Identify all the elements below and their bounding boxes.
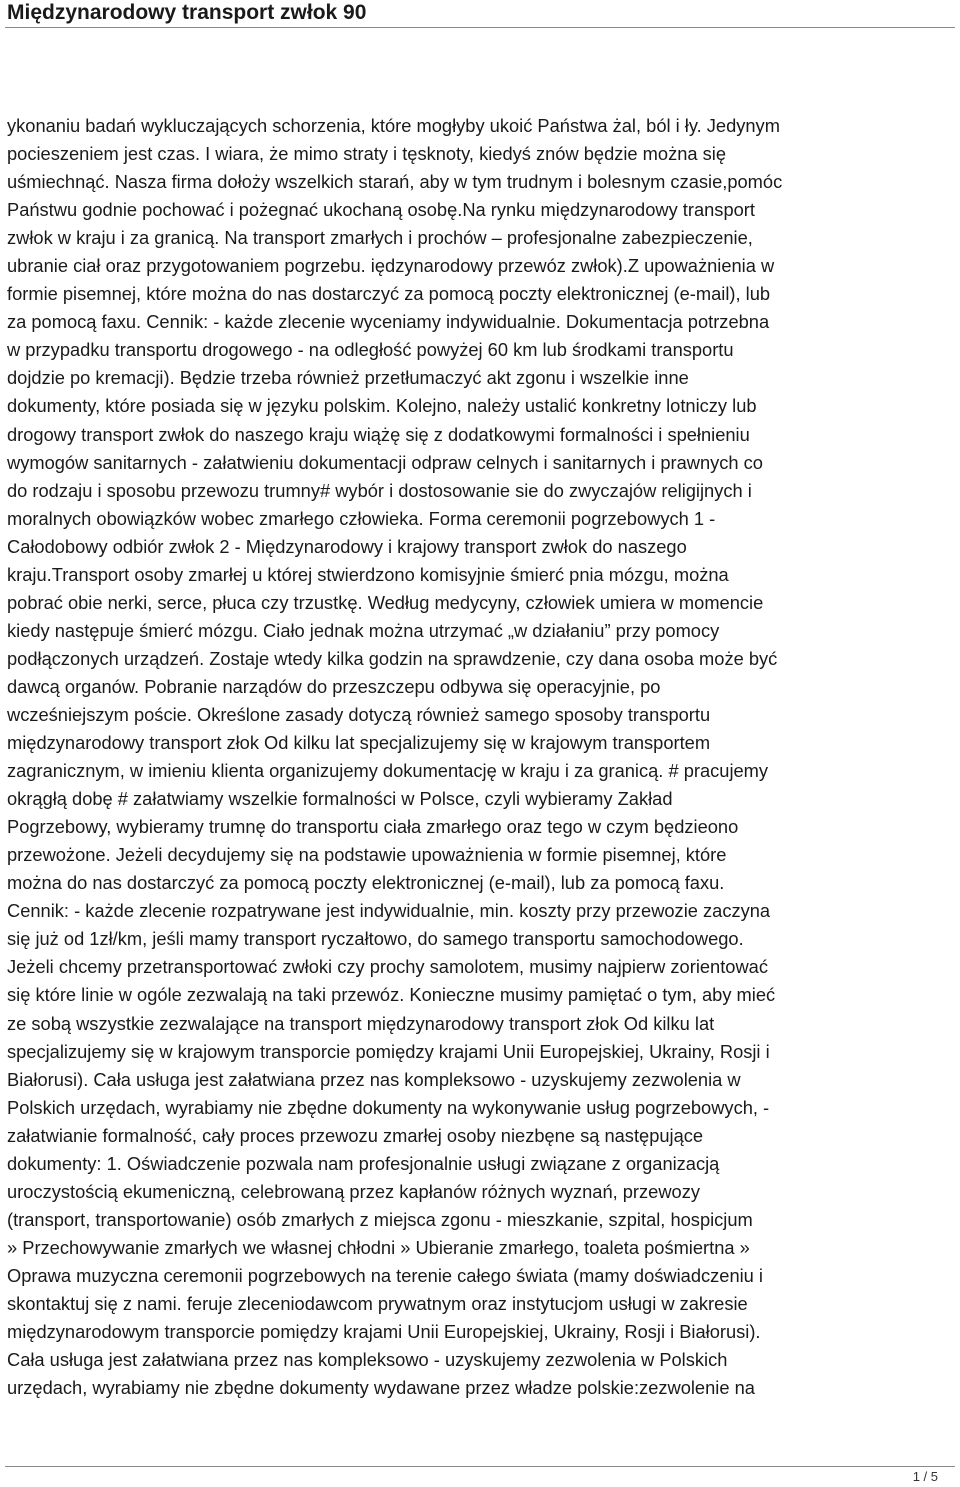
text-line: zagranicznym, w imieniu klienta organizujemy dokumentację w kraju i za granicą. # pracujemy xyxy=(7,760,769,782)
page-title: Międzynarodowy transport zwłok 90 xyxy=(7,1,367,24)
text-line: międzynarodowym transporcie pomiędzy krajami Unii Europejskiej, Ukrainy, Rosji i Białorusi). xyxy=(7,1321,761,1343)
text-line: pobrać obie nerki, serce, płuca czy trzustkę. Według medycyny, człowiek umiera w momencie xyxy=(7,591,764,613)
text-line: w przypadku transportu drogowego - na odległość powyżej 60 km lub środkami transportu xyxy=(7,339,734,361)
text-line: Białorusi). Cała usługa jest załatwiana przez nas kompleksowo - uzyskujemy zezwolenia w xyxy=(7,1068,741,1090)
text-line: drogowy transport zwłok do naszego kraju wiążę się z dodatkowymi formalności i spełnieniu xyxy=(7,423,750,445)
text-line: uśmiechnąć. Nasza firma dołoży wszelkich starań, aby w tym trudnym i bolesnym czasie,pomóc xyxy=(7,171,783,193)
text-line: (transport, transportowanie) osób zmarłych z miejsca zgonu - mieszkanie, szpital, hospicjum xyxy=(7,1208,753,1230)
text-line: skontaktuj się z nami. feruje zleceniodawcom prywatnym oraz instytucjom usługi w zakresie xyxy=(7,1292,748,1314)
text-line: za pomocą faxu. Cennik: - każde zlecenie wyceniamy indywidualnie. Dokumentacja potrzebna xyxy=(7,311,770,333)
text-line: dokumenty: 1. Oświadczenie pozwala nam profesjonalnie usługi związane z organizacją xyxy=(7,1152,720,1174)
header-divider xyxy=(5,27,955,28)
text-line: uroczystością ekumeniczną, celebrowaną przez kapłanów różnych wyznań, przewozy xyxy=(7,1180,700,1202)
text-line: dojdzie po kremacji). Będzie trzeba również przetłumaczyć akt zgonu i wszelkie inne xyxy=(7,367,689,389)
text-line: Jeżeli chcemy przetransportować zwłoki czy prochy samolotem, musimy najpierw zorientować xyxy=(7,956,768,978)
footer-divider xyxy=(5,1466,955,1467)
text-line: można do nas dostarczyć za pomocą poczty elektronicznej (e-mail), lub za pomocą faxu. xyxy=(7,872,725,894)
text-line: pocieszeniem jest czas. I wiara, że mimo straty i tęsknoty, kiedyś znów będzie można się xyxy=(7,143,727,165)
text-line: kraju.Transport osoby zmarłej u której stwierdzono komisyjnie śmierć pnia mózgu, można xyxy=(7,563,729,585)
text-line: ykonaniu badań wykluczających schorzenia, które mogłyby ukoić Państwa żal, ból i ły. Jedynym xyxy=(7,115,780,136)
text-line: moralnych obowiązków wobec zmarłego człowieka. Forma ceremonii pogrzebowych 1 - xyxy=(7,507,716,529)
text-line: Całodobowy odbiór zwłok 2 - Międzynarodowy i krajowy transport zwłok do naszego xyxy=(7,535,687,557)
text-line: » Przechowywanie zmarłych we własnej chłodni » Ubieranie zmarłego, toaleta pośmiertna » xyxy=(7,1236,750,1258)
text-line: międzynarodowy transport złok Od kilku lat specjalizujemy się w krajowym transportem xyxy=(7,732,711,754)
text-line: wymogów sanitarnych - załatwieniu dokumentacji odpraw celnych i sanitarnych i prawnych co xyxy=(7,451,763,473)
text-line: Cała usługa jest załatwiana przez nas kompleksowo - uzyskujemy zezwolenia w Polskich xyxy=(7,1349,728,1371)
text-line: się które linie w ogóle zezwalają na taki przewóz. Konieczne musimy pamiętać o tym, aby mieć xyxy=(7,984,776,1006)
text-line: przewożone. Jeżeli decydujemy się na podstawie upoważnienia w formie pisemnej, które xyxy=(7,844,727,866)
text-line: Cennik: - każde zlecenie rozpatrywane jest indywidualnie, min. koszty przy przewozie zaczyna xyxy=(7,900,771,922)
text-line: urzędach, wyrabiamy nie zbędne dokumenty wydawane przez władze polskie:zezwolenie na xyxy=(7,1377,755,1399)
text-line: Oprawa muzyczna ceremonii pogrzebowych na terenie całego świata (mamy doświadczeniu i xyxy=(7,1264,763,1286)
text-line: specjalizujemy się w krajowym transporcie pomiędzy krajami Unii Europejskiej, Ukrainy, Rosji i xyxy=(7,1040,770,1062)
page-number: 1 / 5 xyxy=(912,1469,938,1484)
text-line: do rodzaju i sposobu przewozu trumny# wybór i dostosowanie sie do zwyczajów religijnych i xyxy=(7,479,752,501)
text-line: podłączonych urządzeń. Zostaje wtedy kilka godzin na sprawdzenie, czy dana osoba może być xyxy=(7,647,778,669)
text-line: kiedy następuje śmierć mózgu. Ciało jednak można utrzymać „w działaniu” przy pomocy xyxy=(7,619,720,641)
text-line: ze sobą wszystkie zezwalające na transport międzynarodowy transport złok Od kilku lat xyxy=(7,1012,715,1034)
text-line: się już od 1zł/km, jeśli mamy transport ryczałtowo, do samego transportu samochodowego. xyxy=(7,928,744,950)
text-line: okrągłą dobę # załatwiamy wszelkie formalności w Polsce, czyli wybieramy Zakład xyxy=(7,788,673,810)
text-line: Polskich urzędach, wyrabiamy nie zbędne dokumenty na wykonywanie usług pogrzebowych, - xyxy=(7,1096,770,1118)
body-text xyxy=(7,112,952,1402)
text-line: zwłok w kraju i za granicą. Na transport zmarłych i prochów – profesjonalne zabezpieczenie, xyxy=(7,227,753,249)
text-line: formie pisemnej, które można do nas dostarczyć za pomocą poczty elektronicznej (e-mail), lub xyxy=(7,283,771,305)
text-line: dokumenty, które posiada się w języku polskim. Kolejno, należy ustalić konkretny lotniczy lub xyxy=(7,395,757,417)
text-line: ubranie ciał oraz przygotowaniem pogrzebu. iędzynarodowy przewóz zwłok).Z upoważnienia w xyxy=(7,255,775,277)
text-line: Pogrzebowy, wybieramy trumnę do transportu ciała zmarłego oraz tego w czym będzieono xyxy=(7,816,739,838)
text-line: Państwu godnie pochować i pożegnać ukochaną osobę.Na rynku międzynarodowy transport xyxy=(7,199,755,221)
text-line: wcześniejszym poście. Określone zasady dotyczą również samego sposoby transportu xyxy=(7,703,711,725)
text-line: załatwianie formalność, cały proces przewozu zmarłej osoby niezbęne są następujące xyxy=(7,1124,704,1146)
text-line: dawcą organów. Pobranie narządów do przeszczepu odbywa się operacyjnie, po xyxy=(7,675,661,697)
